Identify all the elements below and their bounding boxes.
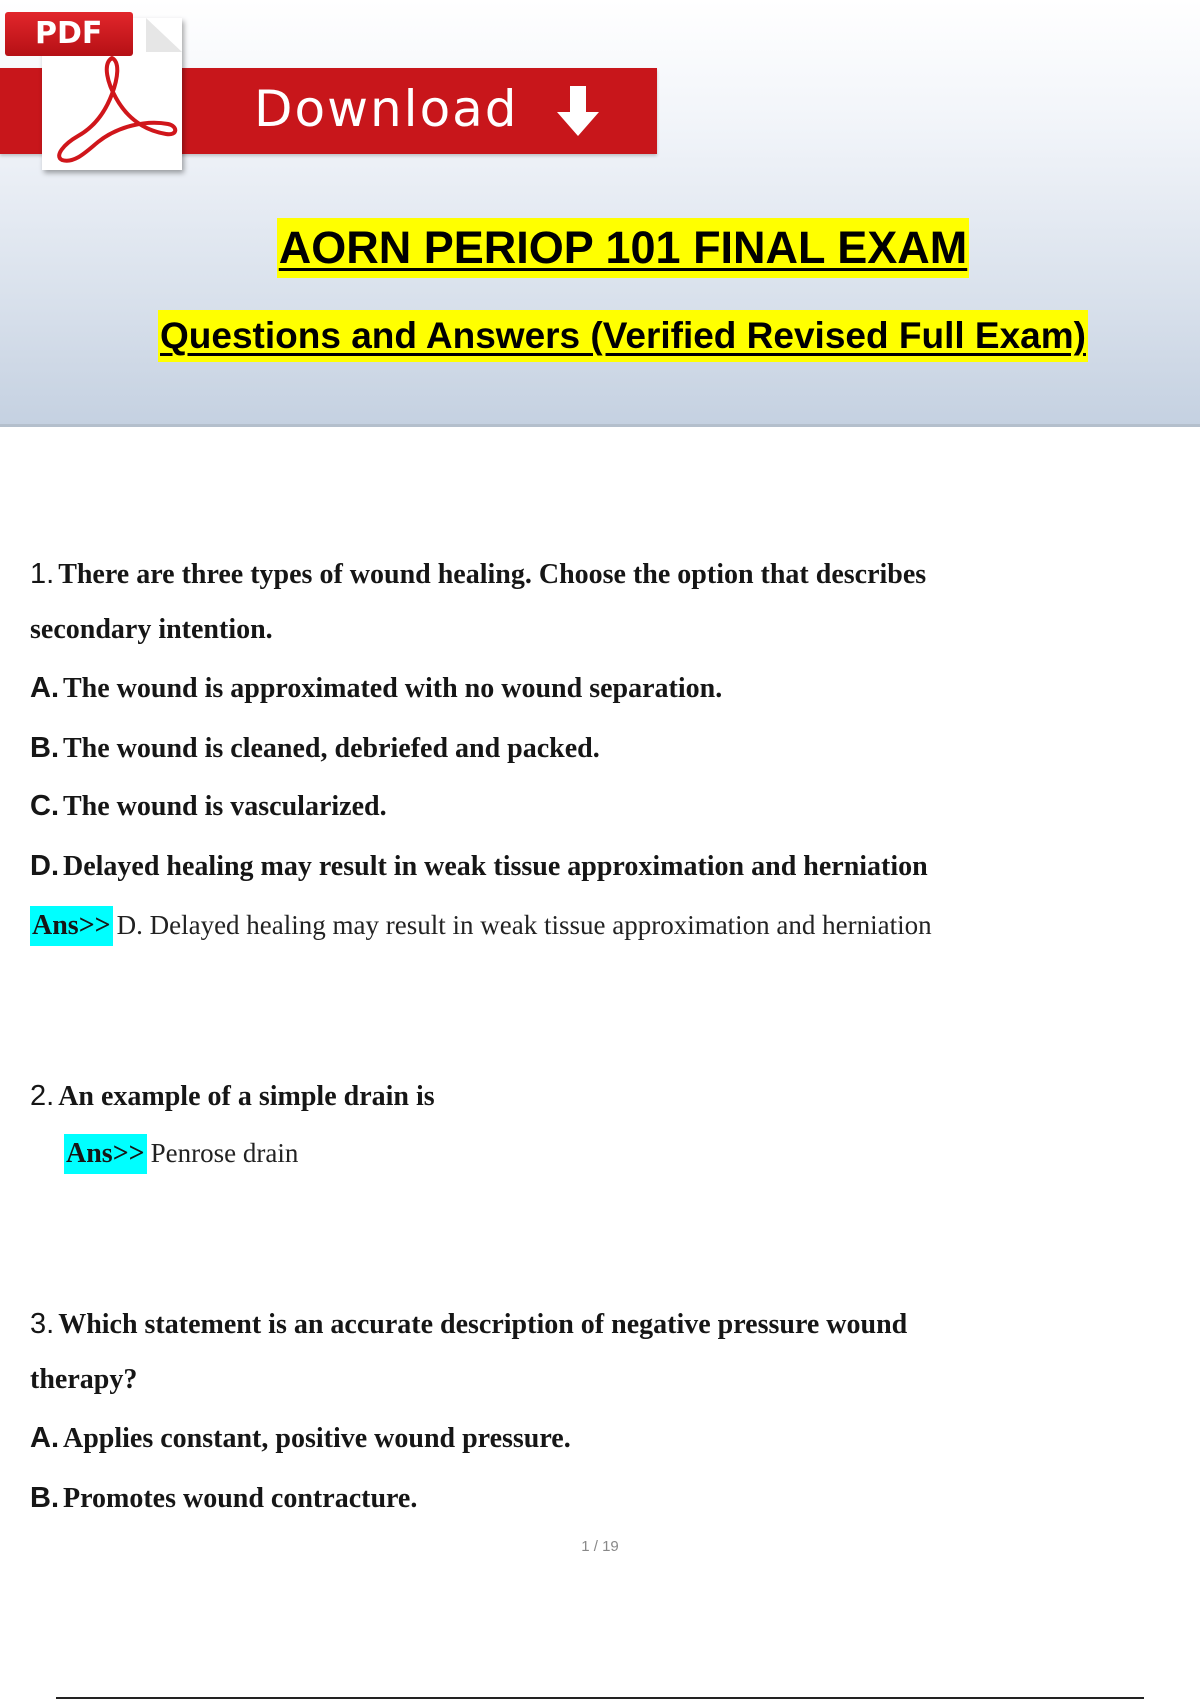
document-title: AORN PERIOP 101 FINAL EXAM — [277, 218, 970, 278]
question-1-text — [30, 558, 926, 591]
option-text: The wound is cleaned, debriefed and packed. — [63, 733, 600, 764]
option-c — [30, 790, 387, 823]
download-label[interactable]: Download — [254, 80, 519, 138]
page-divider — [56, 1697, 1144, 1699]
option-text: Applies constant, positive wound pressure. — [63, 1423, 571, 1454]
answer-label: Ans>> — [64, 1134, 147, 1174]
option-text: The wound is approximated with no wound separation. — [63, 673, 723, 704]
option-letter: D. — [30, 850, 59, 882]
question-text: secondary intention. — [30, 614, 273, 645]
answer-label: Ans>> — [30, 906, 113, 946]
question-text: There are three types of wound healing. Choose the option that describes — [58, 559, 927, 590]
option-letter: A. — [30, 1422, 59, 1454]
question-text: Which statement is an accurate description of negative pressure wound — [58, 1309, 908, 1340]
option-letter: C. — [30, 790, 59, 822]
title-container — [23, 218, 1200, 278]
answer-2 — [64, 1134, 298, 1174]
question-number: 2. — [30, 1080, 55, 1112]
option-text: Promotes wound contracture. — [63, 1483, 418, 1514]
option-letter: A. — [30, 672, 59, 704]
answer-1 — [30, 906, 932, 946]
question-text: An example of a simple drain is — [58, 1081, 435, 1112]
question-number: 1. — [30, 558, 55, 590]
option-a — [30, 1422, 571, 1455]
question-number: 3. — [30, 1308, 55, 1340]
option-b — [30, 1482, 417, 1515]
option-d — [30, 850, 928, 883]
question-3-text — [30, 1308, 907, 1341]
question-3-text-cont — [30, 1364, 137, 1396]
option-text: The wound is vascularized. — [63, 791, 387, 822]
download-arrow-icon[interactable] — [555, 84, 601, 143]
acrobat-logo-icon — [59, 58, 175, 161]
answer-text: Penrose drain — [150, 1138, 299, 1168]
option-b — [30, 732, 600, 765]
pdf-tab-label: PDF — [5, 12, 133, 56]
question-1-text-cont — [30, 614, 273, 646]
option-a — [30, 672, 722, 705]
question-text: therapy? — [30, 1364, 138, 1395]
document-subtitle: Questions and Answers (Verified Revised Full Exam) — [158, 310, 1088, 362]
option-text: Delayed healing may result in weak tissue approximation and herniation — [63, 851, 928, 882]
page-indicator: 1 / 19 — [581, 1538, 619, 1555]
option-letter: B. — [30, 1482, 59, 1514]
subtitle-container — [23, 310, 1200, 362]
option-letter: B. — [30, 732, 59, 764]
answer-text: D. Delayed healing may result in weak tissue approximation and herniation — [116, 910, 932, 940]
question-2-text — [30, 1080, 435, 1113]
